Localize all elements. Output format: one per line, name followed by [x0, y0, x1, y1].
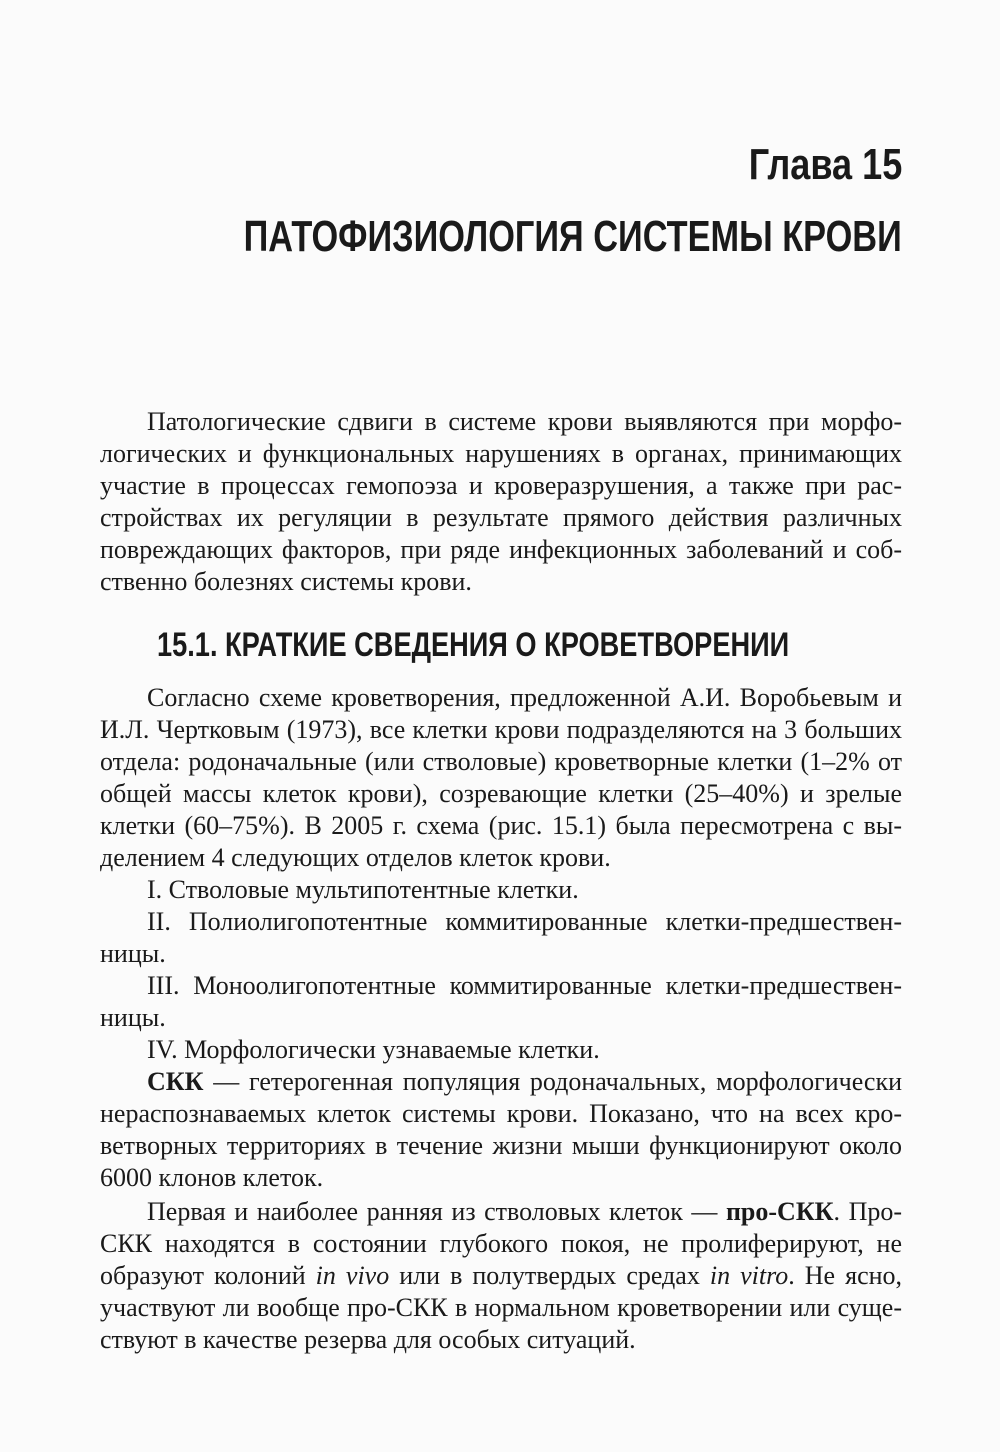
chapter-number: Глава 15 — [748, 140, 902, 189]
skk-term: СКК — [147, 1067, 204, 1096]
prosk-line-3 — [100, 1261, 902, 1291]
intro-line-4: стройствах их регуляции в результате прямого действия различных — [100, 503, 902, 532]
intro-line-2: логических и функциональных нарушениях в органах, принимающих — [100, 439, 902, 468]
prosk-line-1-pre: Первая и наиболее ранняя из стволовых клеток — — [147, 1197, 726, 1226]
para1-line-4: общей массы клеток крови), созревающие клетки (25–40%) и зрелые — [100, 779, 902, 808]
para1-line-2: И.Л. Чертковым (1973), все клетки крови подразделяются на 3 больших — [100, 715, 902, 744]
skk-line-4: 6000 клонов клеток. — [100, 1163, 324, 1192]
skk-line-1-text: — гетерогенная популяция родоначальных, морфологически — [203, 1067, 902, 1096]
list-item-2: II. Полиолигопотентные коммитированные клетки-предшествен- — [147, 907, 902, 936]
para1-line-1: Согласно схеме кроветворения, предложенной А.И. Воробьевым и — [147, 683, 902, 712]
prosk-line-4: участвуют ли вообще про-СКК в нормальном кроветворении или суще- — [100, 1293, 902, 1322]
para1-line-3: отдела: родоначальные (или стволовые) кроветворные клетки (1–2% от — [100, 747, 902, 776]
intro-line-3: участие в процессах гемопоэза и кроверазрушения, а также при рас- — [100, 471, 902, 500]
skk-line-3: ветворных территориях в течение жизни мыши функционируют около — [100, 1131, 902, 1160]
prosk-line-3-mid: или в полутвердых средах — [389, 1261, 710, 1290]
prosk-line-1 — [147, 1197, 902, 1227]
list-item-4: IV. Морфологически узнаваемые клетки. — [147, 1035, 600, 1064]
list-item-2-cont: ницы. — [100, 939, 166, 968]
chapter-title: ПАТОФИЗИОЛОГИЯ СИСТЕМЫ КРОВИ — [243, 212, 902, 261]
prosk-line-2: СКК находятся в состоянии глубокого покоя, не пролиферируют, не — [100, 1229, 902, 1258]
prosk-line-3-post: . Не ясно, — [788, 1261, 903, 1290]
intro-line-5: повреждающих факторов, при ряде инфекционных заболеваний и соб- — [100, 535, 902, 564]
in-vivo: in vivo — [315, 1261, 390, 1290]
skk-line-1 — [147, 1067, 902, 1097]
prosk-line-5: ствуют в качестве резерва для особых ситуаций. — [100, 1325, 636, 1354]
list-item-1: I. Стволовые мультипотентные клетки. — [147, 875, 579, 904]
skk-line-2: нераспознаваемых клеток системы крови. Показано, что на всех кро- — [100, 1099, 902, 1128]
section-title: 15.1. КРАТКИЕ СВЕДЕНИЯ О КРОВЕТВОРЕНИИ — [157, 626, 790, 664]
list-item-3: III. Моноолигопотентные коммитированные клетки-предшествен- — [147, 971, 902, 1000]
intro-line-6: ственно болезнях системы крови. — [100, 567, 472, 596]
para1-line-6: делением 4 следующих отделов клеток крови. — [100, 843, 611, 872]
prosk-line-3-pre: образуют колоний — [100, 1261, 316, 1290]
list-item-3-cont: ницы. — [100, 1003, 166, 1032]
intro-line-1: Патологические сдвиги в системе крови выявляются при морфо- — [147, 407, 902, 436]
prosk-line-1-post: . Про- — [833, 1197, 903, 1226]
para1-line-5: клетки (60–75%). В 2005 г. схема (рис. 15.1) была пересмотрена с вы- — [100, 811, 902, 840]
in-vitro: in vitro — [709, 1261, 789, 1290]
prosk-term: про-СКК — [725, 1197, 834, 1226]
